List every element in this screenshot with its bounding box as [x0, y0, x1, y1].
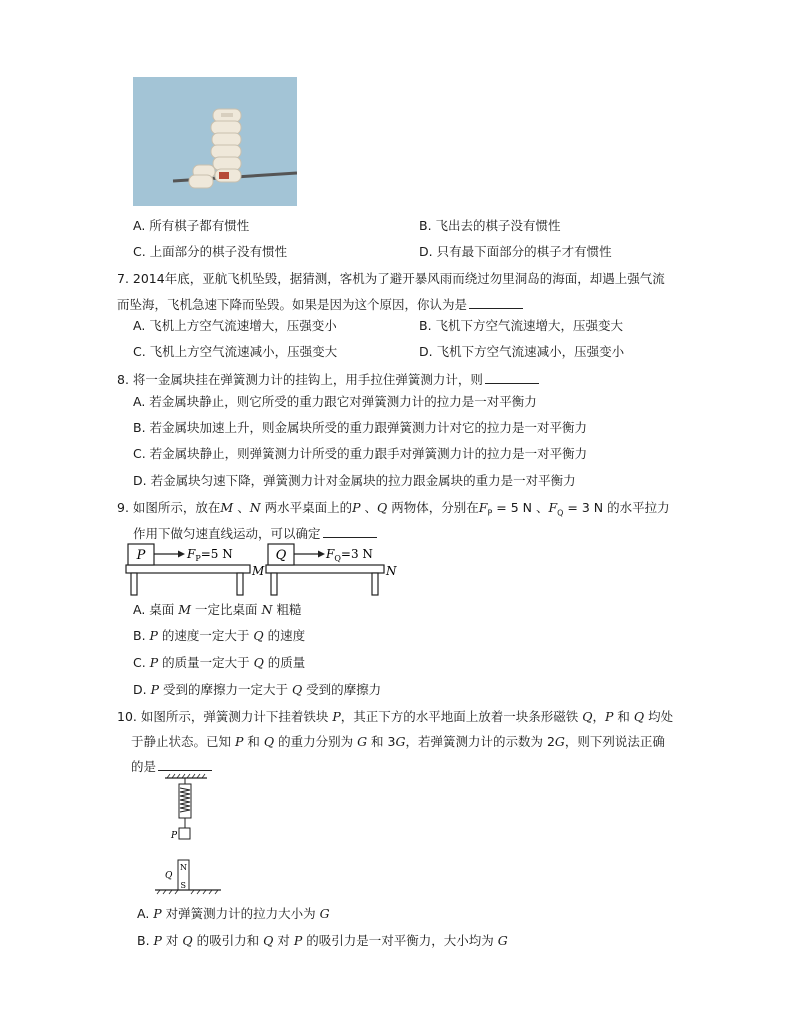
q7-option-a: A. 飞机上方空气流速增大，压强变小 — [133, 318, 337, 333]
force-q-label — [325, 547, 373, 563]
var-q: Q — [263, 734, 275, 749]
q10-option-b — [137, 933, 508, 949]
iron-block-label: P — [171, 831, 178, 841]
var-g: G — [319, 906, 330, 921]
answer-blank — [323, 525, 377, 538]
q7-option-c: C. 飞机上方空气流速减小，压强变大 — [133, 344, 338, 359]
var-p: P — [153, 933, 162, 948]
q9-text: = 5 N 、 — [492, 500, 549, 515]
var-p: P — [352, 500, 361, 515]
table-n-label: N — [386, 564, 397, 578]
force-fp-sub: P — [487, 508, 493, 518]
force-fp: F — [478, 500, 488, 515]
table-n-leg-right — [372, 573, 378, 595]
force-p-sym: F — [187, 547, 196, 561]
opt-text: A. — [137, 906, 154, 921]
opt-text: C. — [133, 655, 150, 670]
q10-text: ，其正下方的水平地面上放着一块条形磁铁 — [340, 709, 583, 724]
opt-text: 对弹簧测力计的拉力大小为 — [161, 906, 320, 921]
var-g: G — [357, 734, 368, 749]
table-n-leg-left — [271, 573, 277, 595]
var-m: M — [178, 602, 192, 617]
block-q-label: Q — [275, 548, 287, 563]
q10-text: 和 — [613, 709, 634, 724]
var-q: Q — [633, 709, 645, 724]
arrow-head-icon — [318, 551, 325, 558]
q10-text: 10. 如图所示，弹簧测力计下挂着铁块 — [117, 709, 333, 724]
q6-option-c: C. 上面部分的棋子没有惯性 — [133, 244, 288, 259]
var-m: M — [220, 500, 234, 515]
opt-text: 受到的摩擦力 — [302, 682, 382, 697]
var-q: Q — [377, 500, 388, 515]
q10-text: 和 3 — [367, 734, 396, 749]
opt-text: 一定比桌面 — [191, 602, 262, 617]
var-q: Q — [253, 628, 264, 643]
q10-figure-spring-magnet — [155, 772, 235, 897]
q10-stem-line1 — [117, 709, 673, 725]
var-q: Q — [182, 933, 193, 948]
force-p-sub: P — [195, 554, 201, 563]
opt-text: A. 桌面 — [133, 602, 179, 617]
q8-stem — [117, 371, 539, 388]
chess-stack-image — [133, 77, 297, 206]
table-m-leg-left — [131, 573, 137, 595]
chess-pieces-photo — [133, 77, 297, 206]
block-p-label: P — [136, 548, 146, 563]
var-p: P — [234, 734, 244, 749]
var-p: P — [332, 709, 341, 724]
q7-stem-text: 而坠海，飞机急速下降而坠毁。如果是因为这个原因，你认为是 — [117, 297, 468, 312]
opt-text: 对 — [273, 933, 294, 948]
var-q: Q — [582, 709, 593, 724]
q10-text: 均处 — [644, 709, 674, 724]
q10-stem-line2 — [131, 734, 665, 750]
answer-blank — [485, 371, 539, 384]
q9-text: 9. 如图所示，放在 — [117, 500, 221, 515]
var-g: G — [497, 933, 508, 948]
answer-blank — [158, 758, 212, 771]
var-n: N — [261, 602, 273, 617]
opt-text: 的速度 — [263, 628, 306, 643]
table-m-label: M — [252, 564, 265, 578]
var-p: P — [149, 655, 159, 670]
q9-text: 两水平桌面上的 — [260, 500, 353, 515]
arrow-head-icon — [178, 551, 185, 558]
opt-text: 的速度一定大于 — [157, 628, 254, 643]
q7-option-b: B. 飞机下方空气流速增大，压强变大 — [419, 318, 624, 333]
var-p: P — [293, 933, 303, 948]
opt-text: 的质量一定大于 — [158, 655, 254, 670]
var-q: Q — [263, 933, 274, 948]
opt-text: D. — [133, 682, 151, 697]
force-fq-sub: Q — [557, 508, 564, 518]
q9-figure-tables — [120, 540, 400, 600]
q9-text: 、 — [233, 500, 250, 515]
var-g: G — [554, 734, 565, 749]
var-n: N — [249, 500, 261, 515]
var-p: P — [149, 628, 158, 643]
q10-text: 和 — [243, 734, 264, 749]
q8-option-c: C. 若金属块静止，则弹簧测力计所受的重力跟手对弹簧测力计的拉力是一对平衡力 — [133, 446, 588, 461]
iron-block-p — [179, 828, 190, 839]
q10-option-a — [137, 906, 330, 922]
opt-text: 的吸引力和 — [192, 933, 264, 948]
table-m-top — [126, 565, 250, 573]
force-p-label — [186, 547, 233, 563]
q9-stem-line1 — [117, 500, 670, 522]
table-n-top — [266, 565, 384, 573]
q6-option-d: D. 只有最下面部分的棋子才有惯性 — [419, 244, 612, 259]
q7-stem-line2 — [117, 296, 523, 313]
force-fq: F — [548, 500, 558, 515]
var-q: Q — [291, 682, 303, 697]
q10-text: 的重力分别为 — [274, 734, 358, 749]
opt-text: 的质量 — [263, 655, 306, 670]
opt-text: 粗糙 — [272, 602, 302, 617]
q7-stem-line1: 7. 2014年底，亚航飞机坠毁，据猜测，客机为了避开暴风雨而绕过勿里洞岛的海面，却遇上强气流 — [117, 271, 665, 286]
q10-text: ，若弹簧测力计的示数为 2 — [405, 734, 555, 749]
q8-option-a: A. 若金属块静止，则它所受的重力跟它对弹簧测力计的拉力是一对平衡力 — [133, 394, 537, 409]
q6-option-b: B. 飞出去的棋子没有惯性 — [419, 218, 561, 233]
opt-text: B. — [133, 628, 150, 643]
q7-option-d: D. 飞机下方空气流速减小，压强变小 — [419, 344, 625, 359]
q6-option-a: A. 所有棋子都有惯性 — [133, 218, 250, 233]
var-g: G — [395, 734, 406, 749]
q10-text: ，则下列说法正确 — [564, 734, 665, 749]
q9-text: 作用下做匀速直线运动，可以确定 — [133, 526, 321, 541]
force-q-val: =3 N — [340, 547, 373, 561]
opt-text: 对 — [161, 933, 183, 948]
force-p-val: =5 N — [200, 547, 233, 561]
magnet-south-label: S — [180, 881, 186, 890]
q9-option-b — [133, 628, 305, 644]
q9-option-d — [133, 682, 381, 698]
magnet-label: Q — [165, 871, 173, 881]
var-p: P — [605, 709, 614, 724]
table-m-leg-right — [237, 573, 243, 595]
q9-option-a — [133, 602, 301, 618]
q9-text: = 3 N 的水平拉力 — [563, 500, 670, 515]
force-q-sub: Q — [334, 554, 341, 563]
q10-text: 于静止状态。已知 — [131, 734, 235, 749]
q9-option-c — [133, 655, 305, 671]
answer-blank — [469, 296, 523, 309]
q10-text: ， — [592, 709, 605, 724]
q8-option-b: B. 若金属块加速上升，则金属块所受的重力跟弹簧测力计对它的拉力是一对平衡力 — [133, 420, 588, 435]
q8-option-d: D. 若金属块匀速下降，弹簧测力计对金属块的拉力跟金属块的重力是一对平衡力 — [133, 473, 576, 488]
opt-text: B. — [137, 933, 154, 948]
opt-text: 的吸引力是一对平衡力，大小均为 — [302, 933, 498, 948]
opt-text: 受到的摩擦力一定大于 — [159, 682, 292, 697]
var-p: P — [150, 682, 159, 697]
magnet-north-label: N — [180, 863, 187, 872]
q8-stem-text: 8. 将一金属块挂在弹簧测力计的挂钩上，用手拉住弹簧测力计，则 — [117, 372, 483, 387]
q9-text: 两物体，分别在 — [387, 500, 479, 515]
var-q: Q — [253, 655, 264, 670]
q10-text: 的是 — [131, 759, 157, 774]
q9-text: 、 — [360, 500, 378, 515]
var-p: P — [153, 906, 162, 921]
force-q-sym: F — [326, 547, 335, 561]
